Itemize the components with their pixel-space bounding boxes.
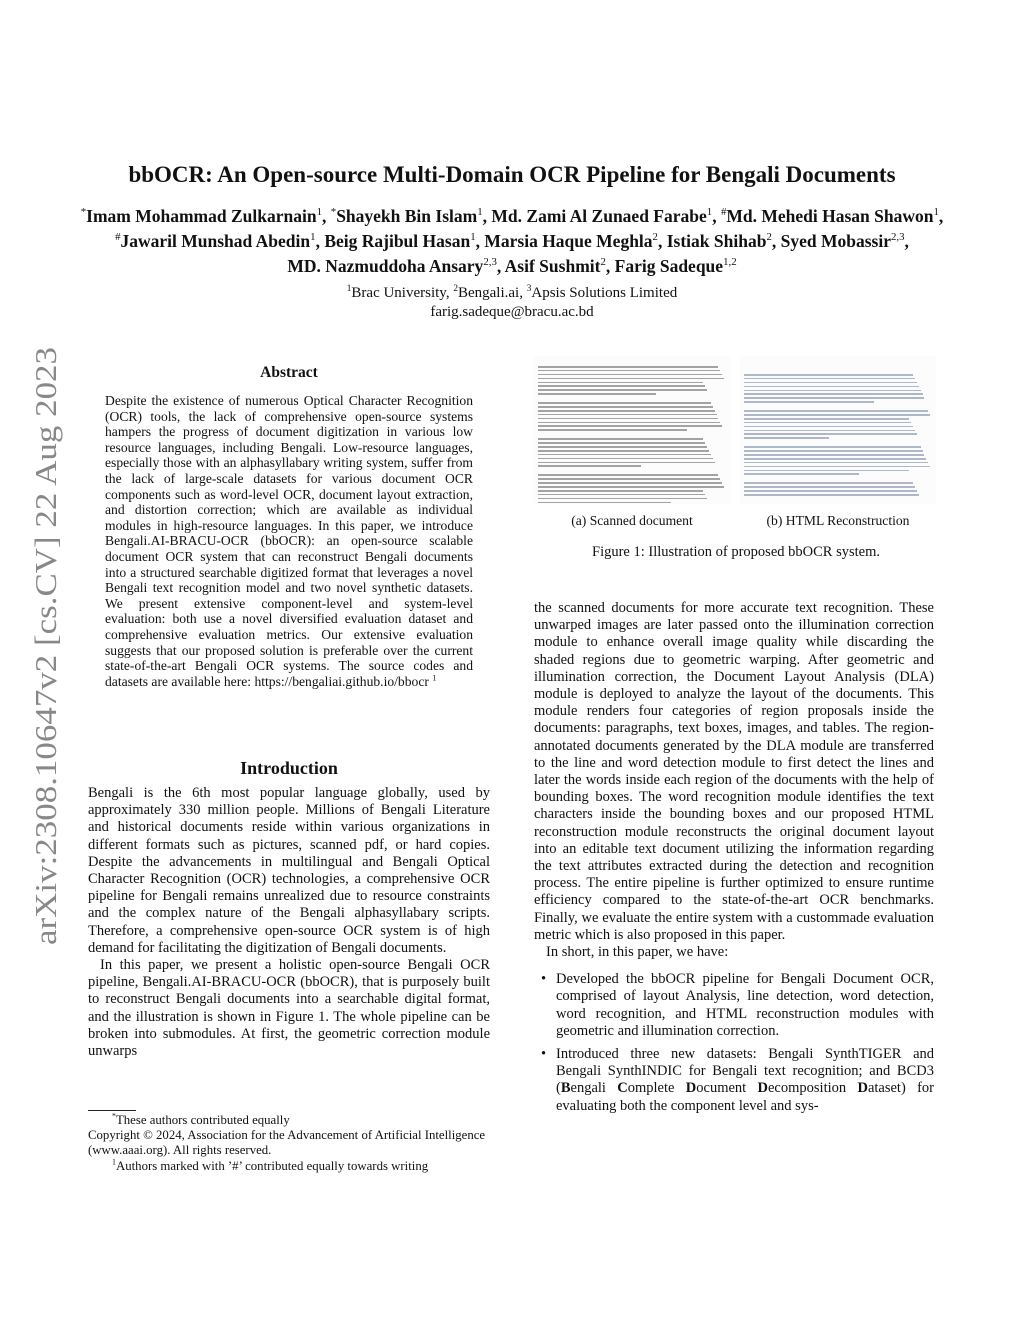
author-name: Farig Sadeque$^{1,2}$: [614, 256, 737, 276]
contact-email: farig.sadeque@bracu.ac.bd: [430, 304, 594, 320]
right-paragraph-1: the scanned documents for more accurate text recognition. These unwarped images are later passed onto the illumination correction module to enhance overall image quality while discarding the shaded regions due to geometric warping. After geometric and illumination correction, the Document Layout Analysis (DLA) module is deployed to analyze the layout of the documents. This module renders four categories of region proposals inside the documents: paragraphs, text boxes, images, and tables. The region-annotated documents generated by the DLA module are transferred to the line and word detection module to first detect the lines and later the words inside each region of the documents with the help of bounding boxes. The word recognition module identifies the text characters inside the bounding boxes and our proposed HTML reconstruction module reconstructs the original document layout into an editable text document utilizing the information regarding the text attributes extracted during the detection and recognition process. The entire pipeline is further optimized to ensure runtime efficiency compared to the state-of-the-art OCR benchmarks. Finally, we evaluate the entire system with a custommade evaluation metric which is also proposed in this paper.: [534, 600, 934, 943]
scanned-document-image: [534, 356, 730, 504]
author-name: #Jawaril Munshad Abedin$^1$,: [115, 231, 320, 251]
right-paragraph-2: In short, in this paper, we have:: [546, 944, 729, 961]
footnotes: [88, 1113, 492, 1174]
author-name: *Shayekh Bin Islam$^1$,: [330, 206, 488, 226]
affiliations: [70, 284, 954, 322]
author-name: Istiak Shihab$^2$,: [666, 231, 777, 251]
subcaption-a: (a) Scanned document: [571, 513, 693, 528]
arxiv-identifier: [16, 340, 72, 950]
subcaption-b: (b) HTML Reconstruction: [766, 513, 910, 528]
author-name: Syed Mobassir$^{2,3}$,: [780, 231, 909, 251]
author-name: *Imam Mohammad Zulkarnain$^1$,: [80, 206, 327, 226]
contribution-item-2: • Introduced three new datasets: Bengali SynthTIGER and Bengali SynthINDIC for Bengali text recognition; and BCD3 (Bengali Complete Document Decomposition Dataset) for evaluating both the component level and sys-: [534, 1046, 934, 1115]
abstract-footnote-mark: 1: [432, 672, 437, 683]
affiliation-name: Apsis Solutions Limited: [531, 285, 678, 301]
abstract-heading: Abstract: [260, 364, 318, 381]
introduction-paragraph-1: Bengali is the 6th most popular language globally, used by approximately 330 million people. Millions of Bengali Literature and historical documents reside within various organizations in different formats such as pictures, scanned pdf, or hard copies. Despite the advancements in multilingual and Bengali Optical Character Recognition (OCR) technologies, a comprehensive OCR pipeline for Bengali remains unrealized due to resource constraints and the complex nature of the Bengali alphasyllabary scripts. Therefore, a comprehensive open-source OCR system is of high demand for facilitating the digitization of Bengali documents.: [88, 785, 490, 956]
author-name: Marsia Haque Meghla$^2$,: [484, 231, 663, 251]
footnote-1: $^1$Authors marked with ’#’ contributed equally towards writing: [112, 1157, 429, 1173]
paper-title: bbOCR: An Open-source Multi-Domain OCR Pipeline for Bengali Documents: [128, 162, 896, 187]
introduction-body: [88, 785, 490, 1060]
abstract-text: Despite the existence of numerous Optical Character Recognition (OCR) tools, the lack of comprehensive open-source systems hampers the progress of document digitization in various low resource languages, including Bengali. Low-resource languages, especially those with an alphasyllabary writing system, suffer from the lack of large-scale datasets for various document OCR components such as word-level OCR, document layout extraction, and distortion correction; which are available as individual modules in high-resource languages. In this paper, we introduce Bengali.AI-BRACU-OCR (bbOCR): an open-source scalable document OCR system that can reconstruct Bengali documents into a structured searchable digitized format that leverages a novel Bengali text recognition model and two novel synthetic datasets. We present extensive component-level and system-level evaluation: both use a novel diversified evaluation dataset and comprehensive evaluation metrics. Our extensive evaluation suggests that our proposed solution is preferable over the current state-of-the-art Bengali OCR systems. The source codes and datasets are available here: https://bengaliai.github.io/bbocr $^1$: [105, 393, 473, 689]
right-column-body: [534, 600, 934, 1121]
author-list: [70, 204, 954, 279]
author-name: MD. Nazmuddoha Ansary$^{2,3}$,: [287, 256, 502, 276]
copyright-notice: Copyright © 2024, Association for the Advancement of Artificial Intelligence (www.aaai.org). All rights reserved.: [88, 1128, 486, 1158]
author-name: Md. Zami Al Zunaed Farabe$^1$,: [491, 206, 717, 226]
author-name: Asif Sushmit$^2$,: [504, 256, 611, 276]
figure-1-caption: Figure 1: Illustration of proposed bbOCR system.: [592, 544, 880, 560]
affiliation-list: $^1$Brac University, $^2$Bengali.ai, $^3$Apsis Solutions Limited: [346, 284, 678, 301]
contribution-list: [534, 971, 934, 1115]
author-name: Beig Rajibul Hasan$^1$,: [324, 231, 480, 251]
arxiv-identifier-text: arXiv:2308.10647v2 [cs.CV] 22 Aug 2023: [28, 414, 63, 945]
html-reconstruction-image: [740, 356, 936, 504]
introduction-paragraph-2: In this paper, we present a holistic open-source Bengali OCR pipeline, Bengali.AI-BRACU-OCR (bbOCR), that is purposely built to reconstruct Bengali documents into a searchable digital format, and the illustration is shown in Figure 1. The whole pipeline can be broken into submodules. At first, the geometric correction module unwarps: [88, 957, 490, 1060]
affiliation-name: Bengali.ai,: [457, 285, 527, 301]
footnote-equal-contribution: *These authors contributed equally: [112, 1111, 290, 1127]
introduction-heading: Introduction: [240, 758, 338, 778]
author-name: #Md. Mehedi Hasan Shawon$^1$,: [720, 206, 944, 226]
contribution-item-1: • Developed the bbOCR pipeline for Bengali Document OCR, comprised of layout Analysis, line detection, word detection, word recognition, and HTML reconstruction modules with geometric and illumination correction.: [534, 971, 934, 1040]
affiliation-name: Brac University,: [351, 285, 454, 301]
